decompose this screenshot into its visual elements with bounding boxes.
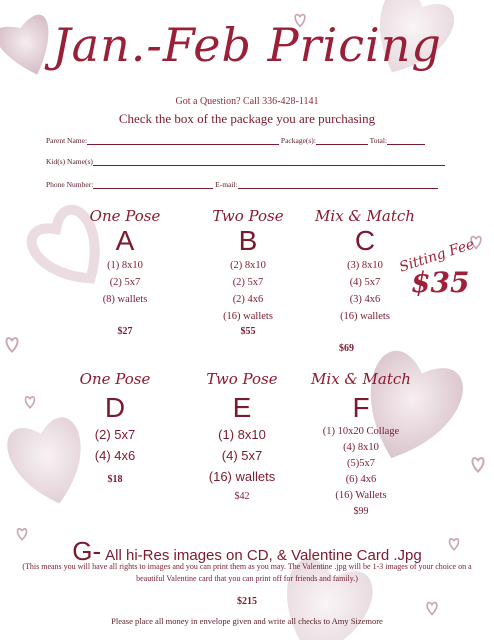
package-item: (16) wallets [340,311,390,322]
phone-field[interactable] [93,180,213,189]
package-letter: A [115,225,135,256]
package-price: $55 [240,326,256,337]
package-g-price: $215 [237,596,257,607]
package-item: (1) 8x10 [107,260,143,271]
email-field[interactable] [238,180,438,189]
package-item: (8) wallets [102,294,148,305]
instruction-text: Check the box of the package you are purchasing [118,111,376,126]
form-row-parent [46,136,425,145]
package-g-text: All hi-Res images on CD, & Valentine Card .Jpg [105,547,422,564]
package-item: (16) wallets [208,469,276,484]
package-item: (3) 8x10 [347,260,383,271]
package-item: (4) 8x10 [343,442,379,453]
page-title: Jan.-Feb Pricing [52,18,442,72]
package-g-note: (This means you will have all rights to images and you can print them as you may. The Valentine .jpg will be 1-3 images of your choice on a beautiful Valentine card that you can print off for friends and family.) [22,562,472,583]
package-item: (1) 10x20 Collage [322,426,400,437]
package-name: One Pose [79,370,151,388]
package-name: One Pose [89,207,161,225]
package-item: (2) 5x7 [232,277,264,288]
package-c[interactable] [295,207,435,354]
package-price: $99 [353,506,369,517]
packages-label: Package(s): [280,136,316,145]
package-d[interactable] [50,370,180,485]
package-item: (2) 4x6 [232,294,264,305]
package-item: (16) Wallets [335,490,387,501]
package-price: $69 [339,343,354,354]
contact-question: Got a Question? Call 336-428-1141 [175,96,319,107]
phone-label: Phone Number: [46,180,94,189]
total-label: Total: [369,136,388,145]
package-letter: B [238,225,258,256]
package-letter: F [352,392,370,423]
package-name: Two Pose [212,207,284,225]
package-f[interactable] [286,370,436,517]
package-name: Mix & Match [315,207,415,225]
heart-icon [6,338,17,352]
heart-icon [25,397,34,408]
package-item: (2) 5x7 [109,277,141,288]
form-row-phone [46,180,438,189]
package-item: (6) 4x6 [345,474,377,485]
sitting-fee-price: $35 [411,266,470,299]
heart-icon [472,458,483,472]
package-item: (4) 5x7 [349,277,381,288]
package-item: (1) 8x10 [218,427,266,442]
package-a[interactable] [60,207,190,337]
package-item: (2) 8x10 [230,260,266,271]
package-price: $42 [234,491,250,502]
package-name: Two Pose [206,370,278,388]
parent-name-field[interactable] [87,136,279,145]
parent-label: Parent Name: [46,136,88,145]
kids-label: Kid(s) Name(s) [46,157,93,166]
package-name: Mix & Match [311,370,411,388]
packages-field[interactable] [316,136,368,145]
form-row-kids [46,157,445,166]
package-item: (4) 5x7 [221,448,263,463]
package-letter: D [104,392,126,423]
package-item: (2) 5x7 [94,427,136,442]
sitting-fee-label: Sitting Fee [397,236,477,276]
email-label: E-mail: [215,180,238,189]
package-item: (4) 4x6 [94,448,136,463]
package-item: (5)5x7 [347,458,375,469]
package-letter: C [354,225,376,256]
package-item: (3) 4x6 [349,294,381,305]
package-g-letter: G- [72,536,102,566]
total-field[interactable] [387,136,425,145]
kids-name-field[interactable] [93,157,445,166]
package-b[interactable] [183,207,313,337]
package-price: $27 [117,326,133,337]
package-item: (16) wallets [223,311,273,322]
package-letter: E [232,392,252,423]
payment-footer: Please place all money in envelope given and write all checks to Amy Sizemore [111,616,383,626]
package-price: $18 [107,474,123,485]
